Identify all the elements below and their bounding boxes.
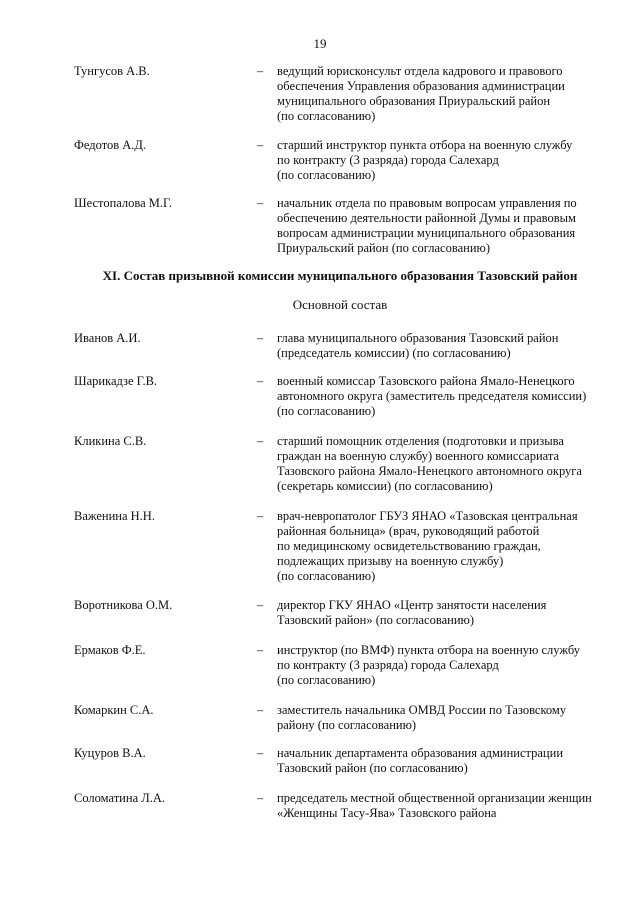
dash-separator: – (257, 643, 264, 657)
member-entry (74, 434, 614, 494)
page-number: 19 (313, 36, 327, 51)
member-name: Соломатина Л.А. (74, 791, 165, 805)
member-role: старший помощник отделения (подготовки и призыва граждан на военную службу) военного комиссариата Тазовского района Ямало-Ненецкого автономного округа (секретарь комиссии) (по согласованию) (277, 434, 582, 493)
member-entry (74, 138, 614, 183)
dash-separator: – (257, 434, 264, 448)
member-role: начальник департамента образования администрации Тазовский район (по согласованию) (277, 746, 564, 775)
member-role: военный комиссар Тазовского района Ямало-Ненецкого автономного округа (заместитель председателя комиссии) (по согласованию) (277, 374, 587, 418)
member-name: Комаркин С.А. (74, 703, 154, 717)
dash-separator: – (257, 331, 264, 345)
dash-separator: – (257, 374, 264, 388)
dash-separator: – (257, 703, 264, 717)
member-role: глава муниципального образования Тазовский район (председатель комиссии) (по согласованию) (277, 331, 559, 360)
member-name: Шестопалова М.Г. (74, 196, 172, 210)
member-name: Куцуров В.А. (74, 746, 146, 760)
member-entry (74, 64, 614, 124)
member-role: заместитель начальника ОМВД России по Тазовскому району (по согласованию) (277, 703, 567, 732)
dash-separator: – (257, 64, 264, 78)
member-name: Кликина С.В. (74, 434, 147, 448)
member-name: Тунгусов А.В. (74, 64, 150, 78)
dash-separator: – (257, 196, 264, 210)
dash-separator: – (257, 598, 264, 612)
member-entry (74, 598, 614, 628)
dash-separator: – (257, 509, 264, 523)
dash-separator: – (257, 138, 264, 152)
member-entry (74, 374, 614, 419)
member-entry (74, 746, 614, 776)
member-entry (74, 196, 614, 256)
member-entry (74, 331, 614, 361)
member-name: Важенина Н.Н. (74, 509, 155, 523)
member-role: председатель местной общественной организации женщин «Женщины Тасу-Ява» Тазовского района (277, 791, 592, 820)
member-name: Воротникова О.М. (74, 598, 173, 612)
member-name: Шарикадзе Г.В. (74, 374, 158, 388)
member-name: Федотов А.Д. (74, 138, 147, 152)
member-entry (74, 703, 614, 733)
member-role: директор ГКУ ЯНАО «Центр занятости населения Тазовский район» (по согласованию) (277, 598, 547, 627)
dash-separator: – (257, 746, 264, 760)
member-role: ведущий юрисконсульт отдела кадрового и правового обеспечения Управления образования администрации муниципального образования Приуральский район (по согласованию) (277, 64, 565, 123)
member-role: врач-невропатолог ГБУЗ ЯНАО «Тазовская центральная районная больница» (врач, руководящий работой по медицинскому освидетельствованию граждан, подлежащих призыву на военную службу) (по согласованию) (277, 509, 578, 583)
member-role: инструктор (по ВМФ) пункта отбора на военную службу по контракту (3 разряда) города Салехард (по согласованию) (277, 643, 580, 687)
member-entry (74, 509, 614, 584)
subsection-title: Основной состав (292, 297, 388, 312)
dash-separator: – (257, 791, 264, 805)
member-entry (74, 643, 614, 688)
member-entry (74, 791, 614, 821)
member-role: начальник отдела по правовым вопросам управления по обеспечению деятельности районной Думы и правовым вопросам администрации муниципального образования Приуральский район (по согласованию) (277, 196, 577, 255)
section-title: XI. Состав призывной комиссии муниципального образования Тазовский район (102, 268, 578, 283)
member-name: Иванов А.И. (74, 331, 141, 345)
member-name: Ермаков Ф.Е. (74, 643, 146, 657)
member-role: старший инструктор пункта отбора на военную службу по контракту (3 разряда) города Салехард (по согласованию) (277, 138, 573, 182)
